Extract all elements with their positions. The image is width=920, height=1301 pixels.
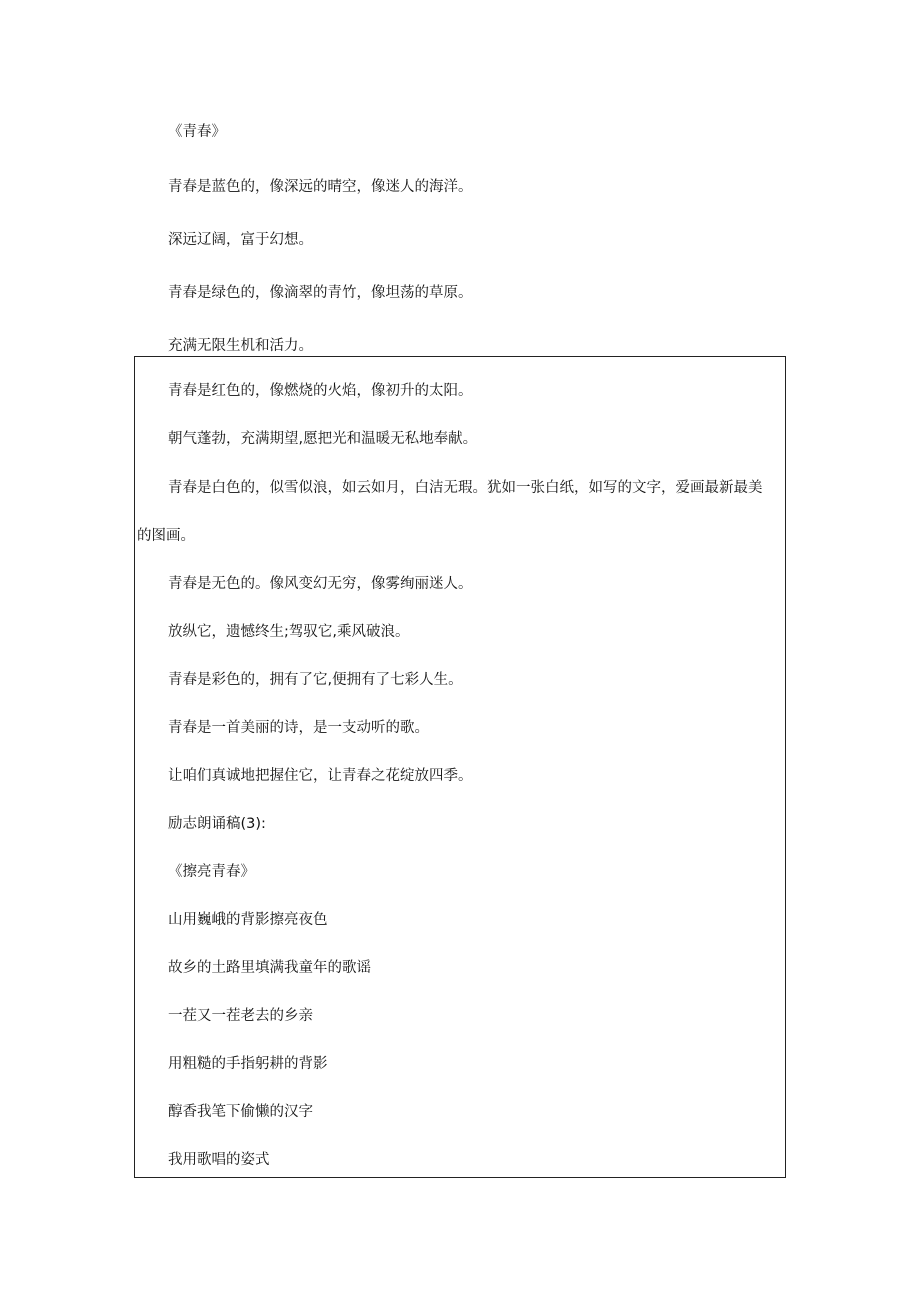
paragraph-line: 深远辽阔，富于幻想。 [168, 232, 313, 248]
title-calianqingchun: 《擦亮青春》 [168, 864, 255, 880]
poem-line: 一茬又一茬老去的乡亲 [168, 1008, 313, 1024]
paragraph-line: 青春是绿色的，像滴翠的青竹，像坦荡的草原。 [168, 285, 473, 301]
paragraph-line: 朝气蓬勃，充满期望,愿把光和温暖无私地奉献。 [168, 431, 478, 447]
poem-line: 醇香我笔下偷懒的汉字 [168, 1104, 313, 1120]
paragraph-line: 让咱们真诚地把握住它，让青春之花绽放四季。 [168, 768, 473, 784]
paragraph-line: 青春是无色的。像风变幻无穷，像雾绚丽迷人。 [168, 576, 473, 592]
poem-line: 我用歌唱的姿式 [168, 1152, 270, 1168]
poem-line: 山用巍峨的背影擦亮夜色 [168, 912, 328, 928]
paragraph-line: 青春是红色的，像燃烧的火焰，像初升的太阳。 [168, 383, 473, 399]
poem-line: 用粗糙的手指躬耕的背影 [168, 1056, 328, 1072]
paragraph-line: 青春是蓝色的，像深远的晴空，像迷人的海洋。 [168, 179, 473, 195]
paragraph-line: 青春是彩色的，拥有了它,便拥有了七彩人生。 [168, 672, 463, 688]
title-qingchun: 《青春》 [168, 124, 226, 140]
poem-line: 故乡的土路里填满我童年的歌谣 [168, 960, 371, 976]
paragraph-line-continuation: 的图画。 [137, 528, 195, 544]
section-heading: 励志朗诵稿(3): [168, 816, 266, 832]
paragraph-line: 放纵它，遗憾终生;驾驭它,乘风破浪。 [168, 624, 410, 640]
paragraph-line: 青春是白色的，似雪似浪，如云如月，白洁无瑕。犹如一张白纸，如写的文字，爱画最新最美 [168, 480, 763, 496]
paragraph-line: 充满无限生机和活力。 [168, 338, 313, 354]
paragraph-line: 青春是一首美丽的诗，是一支动听的歌。 [168, 720, 429, 736]
